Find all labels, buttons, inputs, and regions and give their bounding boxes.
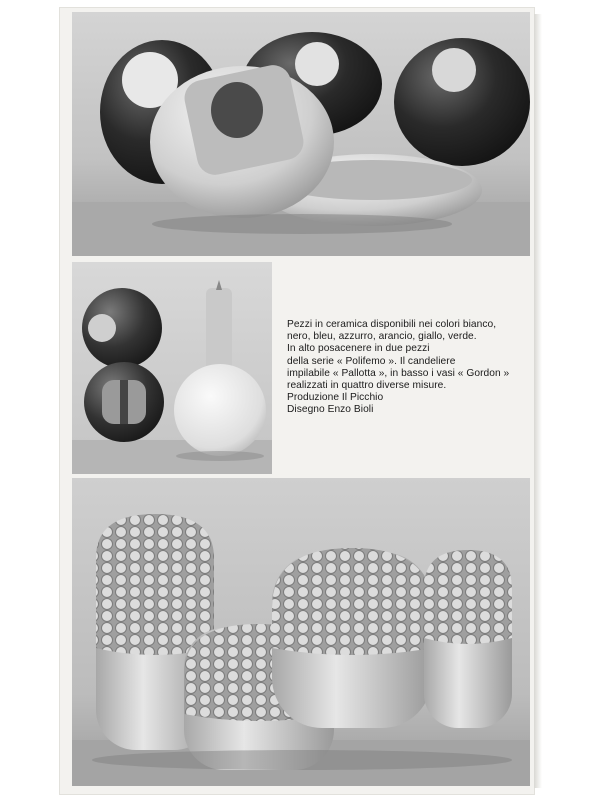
- caption-line: della serie « Polifemo ». Il candeliere: [287, 355, 456, 367]
- caption-line: Produzione Il Picchio: [287, 392, 384, 404]
- caption-line: Pezzi in ceramica disponibili nei colori bianco,: [287, 319, 497, 330]
- page-edge: [534, 14, 542, 788]
- caption-line: Disegno Enzo Bioli: [287, 404, 374, 416]
- caption-line: impilabile « Pallotta », in basso i vasi « Gordon »: [287, 367, 510, 379]
- photo-polifemo-ashtrays: [72, 12, 530, 256]
- caption-text: [287, 319, 533, 417]
- caption-line: nero, bleu, azzurro, arancio, giallo, verde.: [287, 331, 477, 343]
- photo-gordon-vases: [72, 478, 530, 786]
- caption-line: realizzati in quattro diverse misure.: [287, 380, 447, 392]
- photo-pallotta-candlestick: [72, 262, 272, 474]
- caption-line: In alto posacenere in due pezzi: [287, 343, 430, 355]
